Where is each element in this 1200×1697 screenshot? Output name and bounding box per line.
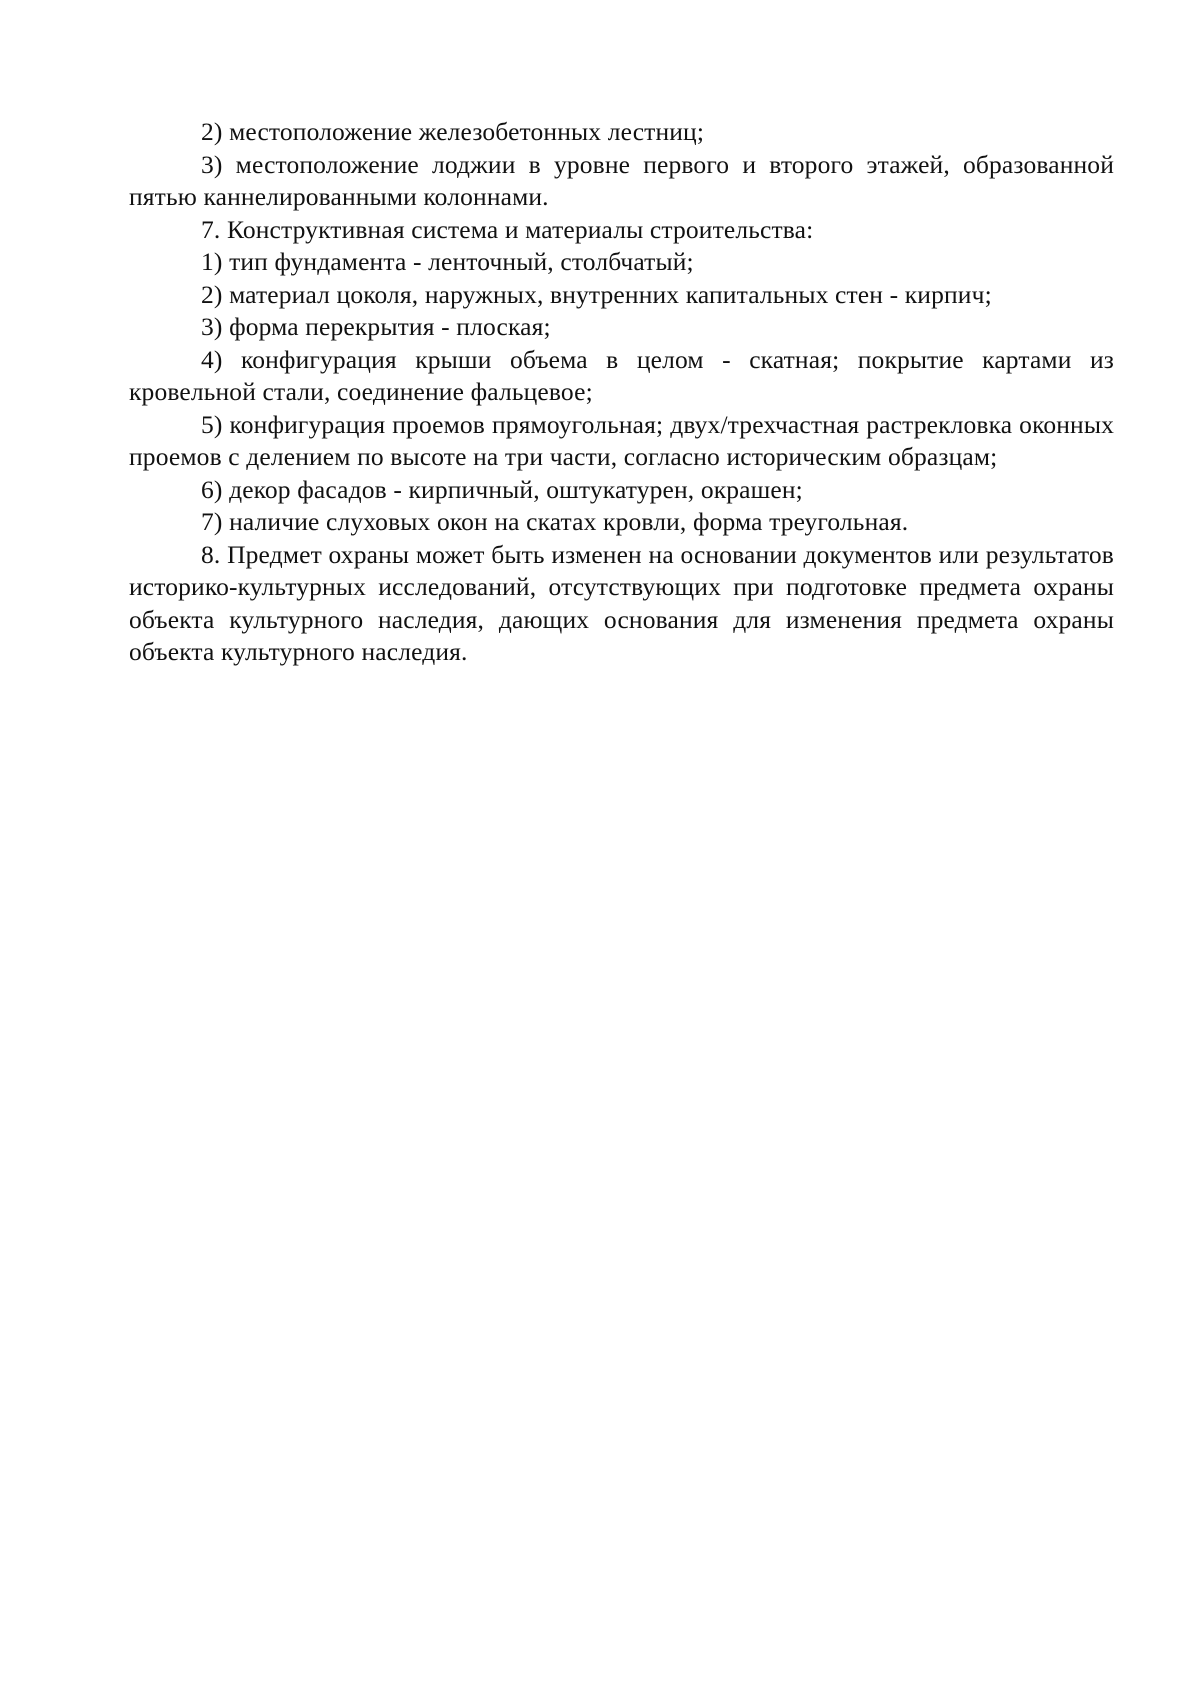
paragraph-section-8: 8. Предмет охраны может быть изменен на основании документов или результатов историко-культурных исследований, отсутствующих при подготовке предмета охраны объекта культурного наследия, дающих основания для изменения предмета охраны объекта культурного наследия. xyxy=(129,539,1114,666)
paragraph-foundation-type: 1) тип фундамента - ленточный, столбчатый; xyxy=(201,247,694,276)
paragraph-facade-decor: 6) декор фасадов - кирпичный, оштукатурен, окрашен; xyxy=(201,474,803,504)
paragraph-staircase-location: 2) местоположение железобетонных лестниц; xyxy=(201,117,705,146)
paragraph-floor-form: 3) форма перекрытия - плоская; xyxy=(201,312,551,341)
paragraph-openings-configuration: 5) конфигурация проемов прямоугольная; двух/трехчастная растрекловка оконных проемов с делением по высоте на три части, согласно историческим образцам; xyxy=(129,409,1114,471)
paragraph-roof-configuration: 4) конфигурация крыши объема в целом - скатная; покрытие картами из кровельной стали, соединение фальцевое; xyxy=(129,344,1114,406)
paragraph-loggia-location: 3) местоположение лоджии в уровне первого и второго этажей, образованной пятью каннелированными колоннами. xyxy=(129,149,1114,211)
paragraph-section-7-heading: 7. Конструктивная система и материалы строительства: xyxy=(201,214,814,244)
document-body xyxy=(129,116,1114,669)
paragraph-dormer-windows: 7) наличие слуховых окон на скатах кровли, форма треугольная. xyxy=(201,507,909,536)
paragraph-wall-material: 2) материал цоколя, наружных, внутренних капитальных стен - кирпич; xyxy=(201,279,992,309)
